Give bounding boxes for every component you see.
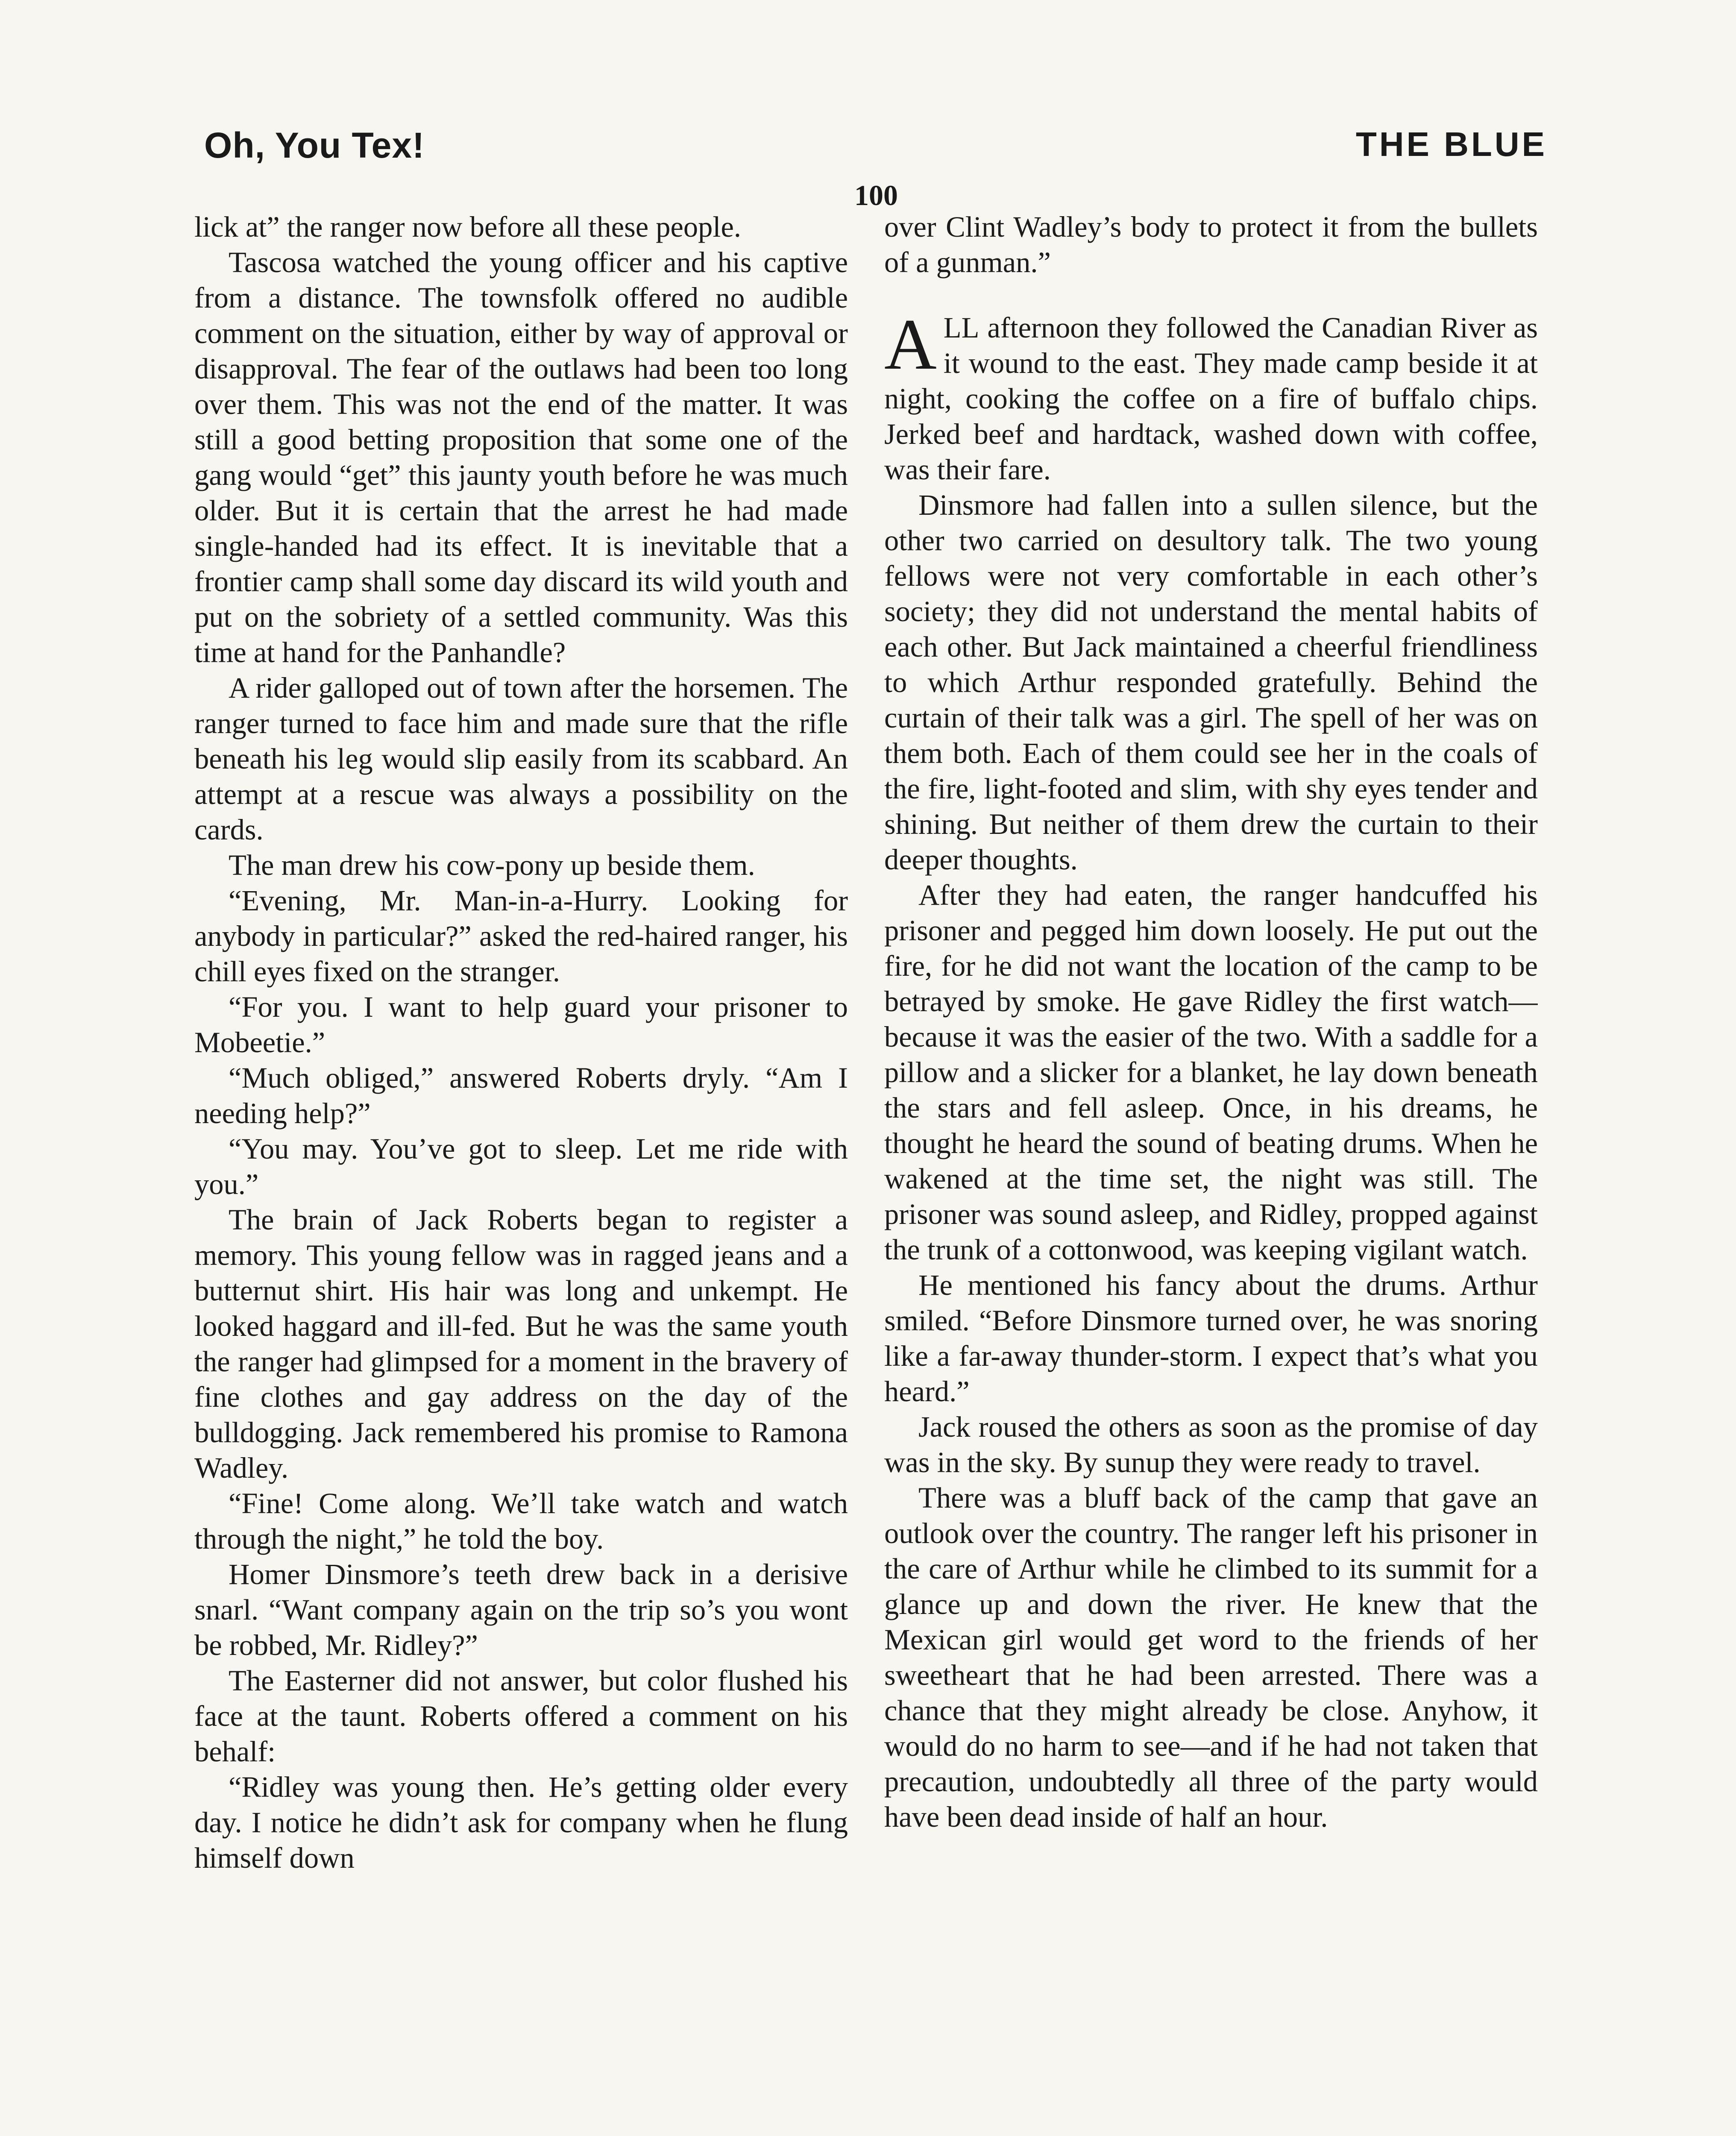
paragraph: The brain of Jack Roberts began to register a memory. This young fellow was in ragged jeans and a butternut shirt. His hair was long and unkempt. He looked haggard and ill-fed. But he was the same youth the ranger had glimpsed for a moment in the bravery of fine clothes and gay address on the day of the bulldogging. Jack remembered his promise to Ramona Wadley. bbox=[194, 1203, 848, 1484]
paragraph: “Fine! Come along. We’ll take watch and watch through the night,” he told the boy. bbox=[194, 1487, 848, 1555]
running-title-left: Oh, You Tex! bbox=[204, 125, 425, 165]
section-opening-paragraph bbox=[884, 304, 1538, 487]
small-caps-lead: LL bbox=[943, 311, 979, 344]
section-break bbox=[884, 280, 1538, 310]
paragraph: The Easterner did not answer, but color flushed his face at the taunt. Roberts offered a comment on his behalf: bbox=[194, 1664, 848, 1768]
paragraph: “Much obliged,” answered Roberts dryly. “Am I needing help?” bbox=[194, 1062, 848, 1130]
paragraph: There was a bluff back of the camp that gave an outlook over the country. The ranger left his prisoner in the care of Arthur while he climbed to its summit for a glance up and down the river. He knew that the Mexican girl would get word to the friends of her sweetheart that he had been arrested. There was a chance that they might already be close. Anyhow, it would do no harm to see—and if he had not taken that precaution, undoubtedly all three of the party would have been dead inside of half an hour. bbox=[884, 1482, 1538, 1833]
paragraph: Tascosa watched the young officer and his captive from a distance. The townsfolk offered no audible comment on the situation, either by way of approval or disapproval. The fear of the outlaws had been too long over them. This was not the end of the matter. It was still a good betting proposition that some one of the gang would “get” this jaunty youth before he was much older. But it is certain that the arrest he had made single-handed had its effect. It is inevitable that a frontier camp shall some day discard its wild youth and put on the sobriety of a settled community. Was this time at hand for the Panhandle? bbox=[194, 246, 848, 669]
paragraph: He mentioned his fancy about the drums. Arthur smiled. “Before Dinsmore turned over, he was snoring like a far-away thunder-storm. I expect that’s what you heard.” bbox=[884, 1269, 1538, 1408]
paragraph: Homer Dinsmore’s teeth drew back in a derisive snarl. “Want company again on the trip so’s you wont be robbed, Mr. Ridley?” bbox=[194, 1558, 848, 1661]
paragraph: “For you. I want to help guard your prisoner to Mobeetie.” bbox=[194, 991, 848, 1059]
section-opening-text: afternoon they followed the Canadian River as it wound to the east. They made camp beside it at night, cooking the coffee on a fire of buffalo chips. Jerked beef and hardtack, washed down with coffee, was their fare. bbox=[884, 311, 1538, 486]
left-text-column bbox=[194, 209, 848, 2136]
paragraph: lick at” the ranger now before all these people. bbox=[194, 211, 741, 243]
running-title-right: THE BLUE bbox=[1356, 125, 1547, 163]
paragraph: The man drew his cow-pony up beside them. bbox=[229, 849, 755, 881]
paragraph: “Evening, Mr. Man-in-a-Hurry. Looking for anybody in particular?” asked the red-haired ranger, his chill eyes fixed on the stranger. bbox=[194, 884, 848, 988]
paragraph: “Ridley was young then. He’s getting older every day. I notice he didn’t ask for company when he flung himself down bbox=[194, 1771, 848, 1874]
paragraph: “You may. You’ve got to sleep. Let me ride with you.” bbox=[194, 1133, 848, 1200]
paragraph: Jack roused the others as soon as the promise of day was in the sky. By sunup they were ready to travel. bbox=[884, 1411, 1538, 1479]
page-number: 100 bbox=[854, 179, 898, 211]
paragraph: Dinsmore had fallen into a sullen silence, but the other two carried on desultory talk. The two young fellows were not very comfortable in each other’s society; they did not understand the mental habits of each other. But Jack maintained a cheerful friendliness to which Arthur responded gratefully. Behind the curtain of their talk was a girl. The spell of her was on them both. Each of them could see her in the coals of the fire, light-footed and slim, with shy eyes tender and shining. But neither of them drew the curtain to their deeper thoughts. bbox=[884, 489, 1538, 876]
paragraph: A rider galloped out of town after the horsemen. The ranger turned to face him and made sure that the rifle beneath his leg would slip easily from its scabbard. An attempt at a rescue was always a possibility on the cards. bbox=[194, 672, 848, 846]
continuation-paragraph: over Clint Wadley’s body to protect it from the bullets of a gunman.” bbox=[884, 211, 1538, 279]
drop-cap: A bbox=[884, 304, 937, 384]
paragraph: After they had eaten, the ranger handcuffed his prisoner and pegged him down loosely. He put out the fire, for he did not want the location of the camp to be betrayed by smoke. He gave Ridley the first watch—because it was the easier of the two. With a saddle for a pillow and a slicker for a blanket, he lay down beneath the stars and fell asleep. Once, in his dreams, he thought he heard the sound of beating drums. When he wakened at the time set, the night was still. The prisoner was sound asleep, and Ridley, propped against the trunk of a cottonwood, was keeping vigilant watch. bbox=[884, 879, 1538, 1266]
right-text-column bbox=[884, 209, 1538, 2136]
